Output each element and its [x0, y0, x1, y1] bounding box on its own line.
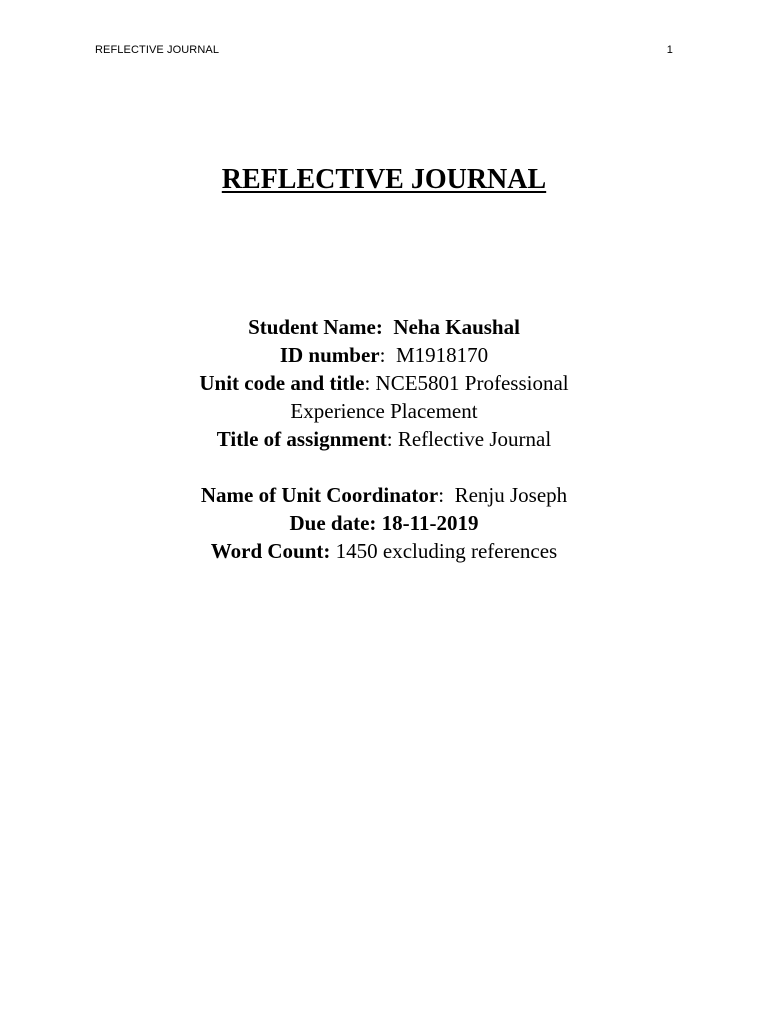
id-number-value: M1918170 — [395, 343, 489, 367]
assignment-colon: : — [386, 427, 393, 451]
due-date-value: 18-11-2019 — [381, 511, 479, 535]
unit-value-line2: Experience Placement — [290, 399, 478, 423]
running-header-title: REFLECTIVE JOURNAL — [95, 44, 220, 56]
cover-info-block — [0, 313, 768, 565]
word-count-value: 1450 excluding references — [335, 539, 558, 563]
assignment-value: Reflective Journal — [397, 427, 552, 451]
due-date-label: Due date: — [289, 511, 377, 535]
unit-colon: : — [364, 371, 371, 395]
running-header — [95, 44, 673, 60]
id-number-colon: : — [379, 343, 386, 367]
coordinator-line — [0, 481, 768, 509]
student-name-label: Student Name: — [248, 315, 383, 339]
document-title-text: REFLECTIVE JOURNAL — [221, 164, 547, 195]
spacer — [0, 453, 768, 481]
unit-value-line1: NCE5801 Professional — [375, 371, 569, 395]
coordinator-label: Name of Unit Coordinator — [200, 483, 439, 507]
assignment-line — [0, 425, 768, 453]
id-number-label: ID number — [279, 343, 380, 367]
coordinator-value: Renju Joseph — [454, 483, 568, 507]
word-count-label: Word Count: — [210, 539, 331, 563]
assignment-label: Title of assignment — [216, 427, 387, 451]
id-number-line — [0, 341, 768, 369]
coordinator-colon: : — [438, 483, 445, 507]
student-name-line — [0, 313, 768, 341]
word-count-line — [0, 537, 768, 565]
document-title — [0, 164, 768, 196]
unit-line — [0, 369, 768, 397]
student-name-value: Neha Kaushal — [393, 315, 520, 339]
page-number: 1 — [666, 44, 673, 56]
due-date-line — [0, 509, 768, 537]
unit-label: Unit code and title — [199, 371, 365, 395]
